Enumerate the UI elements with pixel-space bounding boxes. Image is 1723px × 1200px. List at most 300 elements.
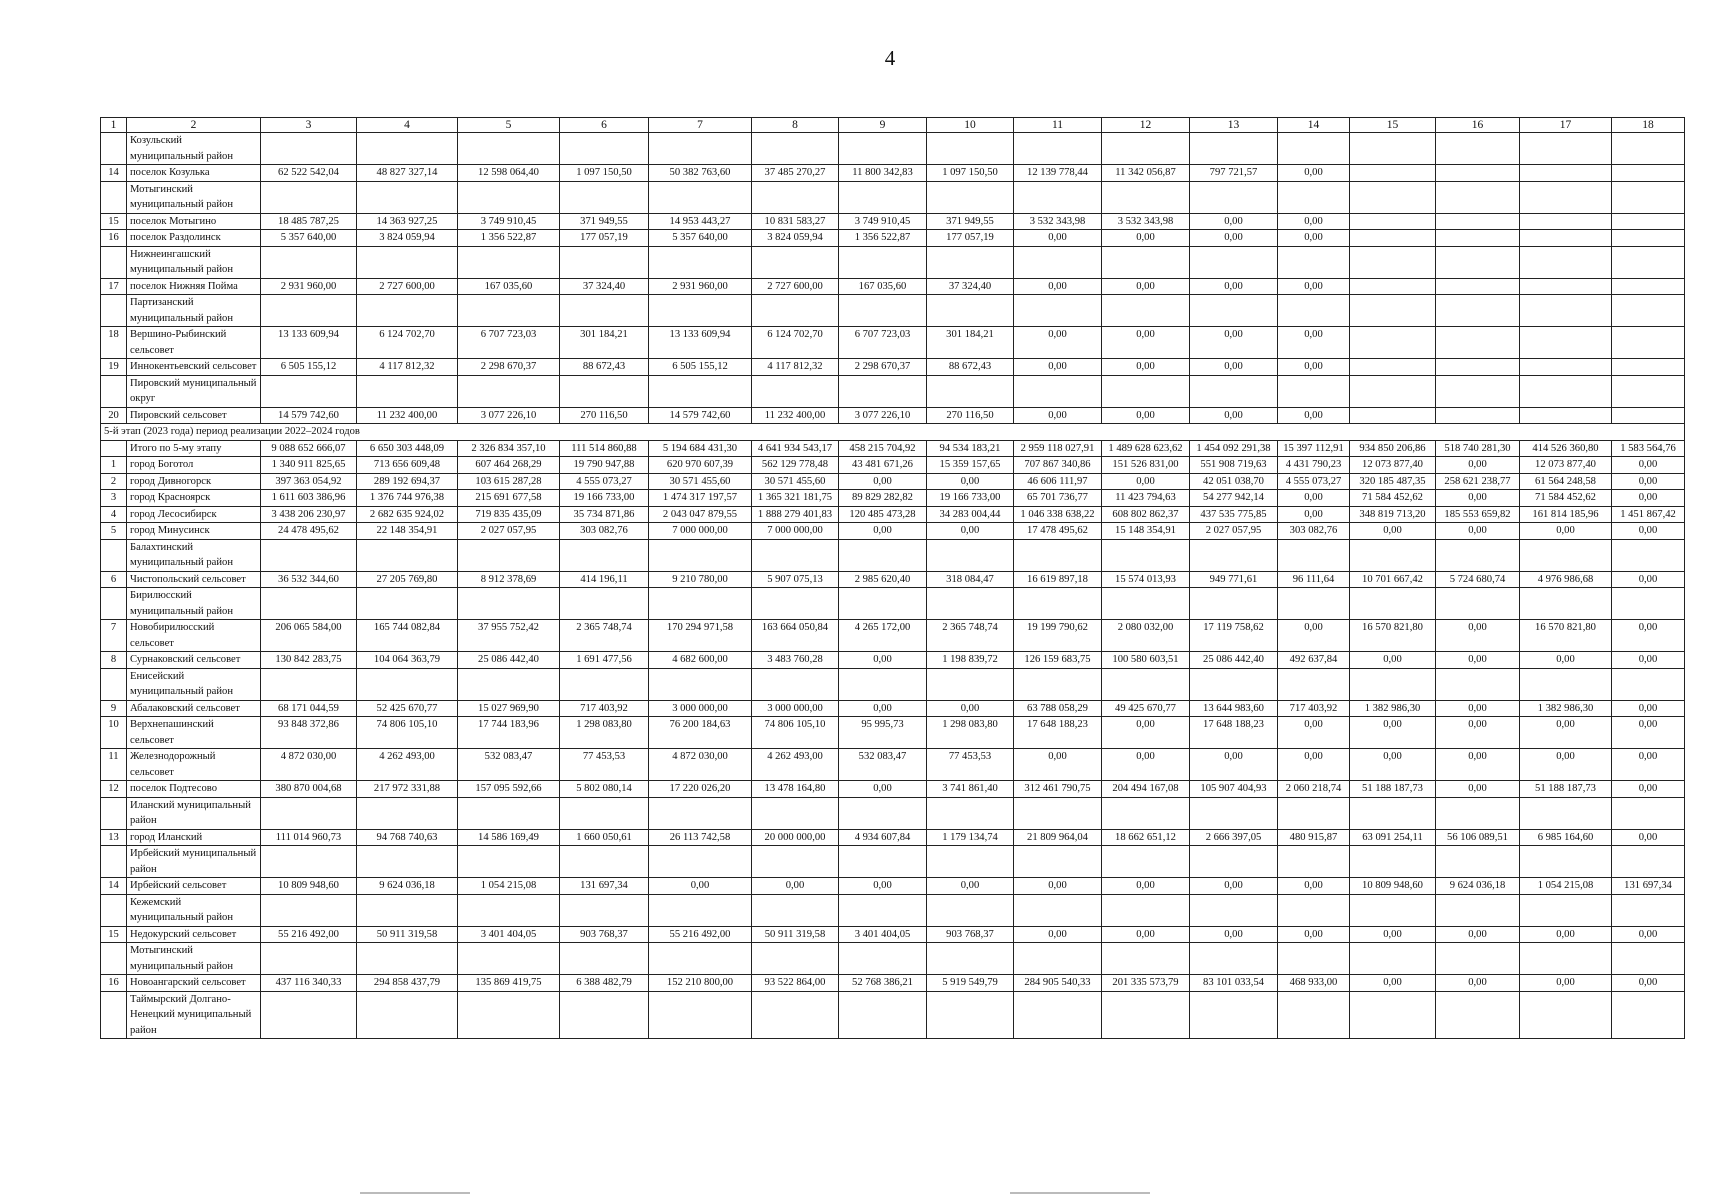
empty-cell (752, 539, 839, 571)
empty-cell (1436, 797, 1520, 829)
amount-cell: 24 478 495,62 (261, 523, 357, 540)
amount-cell: 105 907 404,93 (1190, 781, 1278, 798)
empty-cell (357, 846, 458, 878)
amount-cell: 0,00 (1520, 926, 1612, 943)
table-row (101, 523, 1685, 540)
amount-cell: 3 824 059,94 (752, 230, 839, 247)
amount-cell: 1 888 279 401,83 (752, 506, 839, 523)
settlement-name: Абалаковский сельсовет (127, 700, 261, 717)
amount-cell: 50 911 319,58 (752, 926, 839, 943)
amount-cell: 1 474 317 197,57 (649, 490, 752, 507)
amount-cell: 0,00 (1520, 652, 1612, 669)
amount-cell: 37 324,40 (927, 278, 1014, 295)
amount-cell: 18 485 787,25 (261, 213, 357, 230)
empty-cell (1102, 991, 1190, 1039)
empty-cell (1436, 894, 1520, 926)
empty-cell (1436, 133, 1520, 165)
settlement-name: поселок Козулька (127, 165, 261, 182)
row-index-cell (101, 991, 127, 1039)
settlement-name: город Минусинск (127, 523, 261, 540)
amount-cell: 93 848 372,86 (261, 717, 357, 749)
amount-cell: 0,00 (649, 878, 752, 895)
empty-cell (1350, 133, 1436, 165)
amount-cell: 34 283 004,44 (927, 506, 1014, 523)
settlement-name: Чистопольский сельсовет (127, 571, 261, 588)
amount-cell (1436, 213, 1520, 230)
empty-cell (357, 991, 458, 1039)
amount-cell: 95 995,73 (839, 717, 927, 749)
amount-cell: 532 083,47 (839, 749, 927, 781)
amount-cell: 0,00 (1278, 749, 1350, 781)
empty-cell (357, 375, 458, 407)
amount-cell: 6 124 702,70 (357, 327, 458, 359)
empty-cell (839, 668, 927, 700)
amount-cell: 1 451 867,42 (1612, 506, 1685, 523)
empty-cell (927, 943, 1014, 975)
amount-cell: 0,00 (1350, 523, 1436, 540)
amount-cell: 2 365 748,74 (927, 620, 1014, 652)
amount-cell: 77 453,53 (560, 749, 649, 781)
amount-cell: 4 872 030,00 (649, 749, 752, 781)
amount-cell: 303 082,76 (1278, 523, 1350, 540)
amount-cell: 0,00 (1350, 975, 1436, 992)
empty-cell (752, 991, 839, 1039)
amount-cell (1612, 165, 1685, 182)
empty-cell (927, 246, 1014, 278)
empty-cell (458, 991, 560, 1039)
empty-cell (357, 181, 458, 213)
empty-cell (261, 846, 357, 878)
amount-cell: 51 188 187,73 (1520, 781, 1612, 798)
empty-cell (560, 181, 649, 213)
amount-cell: 50 911 319,58 (357, 926, 458, 943)
empty-cell (261, 539, 357, 571)
district-name: Нижнеингашский муниципальный район (127, 246, 261, 278)
empty-cell (1014, 668, 1102, 700)
amount-cell: 104 064 363,79 (357, 652, 458, 669)
amount-cell: 2 298 670,37 (458, 359, 560, 376)
amount-cell: 0,00 (1278, 230, 1350, 247)
column-header: 9 (839, 118, 927, 133)
table-row (101, 327, 1685, 359)
amount-cell: 397 363 054,92 (261, 473, 357, 490)
district-name: Ирбейский муниципальный район (127, 846, 261, 878)
amount-cell: 19 166 733,00 (560, 490, 649, 507)
amount-cell: 5 194 684 431,30 (649, 440, 752, 457)
amount-cell: 0,00 (1436, 457, 1520, 474)
column-header: 16 (1436, 118, 1520, 133)
amount-cell: 7 000 000,00 (649, 523, 752, 540)
amount-cell: 12 073 877,40 (1350, 457, 1436, 474)
amount-cell: 11 232 400,00 (752, 407, 839, 424)
amount-cell: 15 574 013,93 (1102, 571, 1190, 588)
amount-cell (1612, 278, 1685, 295)
settlement-name: Иннокентьевский сельсовет (127, 359, 261, 376)
settlement-name: город Красноярск (127, 490, 261, 507)
amount-cell: 312 461 790,75 (1014, 781, 1102, 798)
amount-cell (1520, 407, 1612, 424)
row-index-cell (101, 797, 127, 829)
settlement-name: поселок Подтесово (127, 781, 261, 798)
amount-cell (1520, 327, 1612, 359)
empty-cell (1350, 797, 1436, 829)
empty-cell (1520, 133, 1612, 165)
row-index: 10 (101, 717, 127, 749)
empty-cell (1612, 668, 1685, 700)
empty-cell (1014, 943, 1102, 975)
amount-cell: 0,00 (1612, 717, 1685, 749)
empty-cell (1350, 588, 1436, 620)
amount-cell: 608 802 862,37 (1102, 506, 1190, 523)
amount-cell: 9 088 652 666,07 (261, 440, 357, 457)
amount-cell: 14 953 443,27 (649, 213, 752, 230)
amount-cell: 0,00 (839, 523, 927, 540)
amount-cell: 4 872 030,00 (261, 749, 357, 781)
amount-cell: 4 117 812,32 (752, 359, 839, 376)
district-name: Пировский муниципальный округ (127, 375, 261, 407)
empty-cell (1014, 375, 1102, 407)
empty-cell (357, 133, 458, 165)
amount-cell (1612, 327, 1685, 359)
district-group-row (101, 181, 1685, 213)
amount-cell: 4 555 073,27 (560, 473, 649, 490)
amount-cell: 131 697,34 (1612, 878, 1685, 895)
table-row (101, 975, 1685, 992)
table-row (101, 230, 1685, 247)
amount-cell: 0,00 (1102, 926, 1190, 943)
empty-cell (649, 943, 752, 975)
amount-cell: 130 842 283,75 (261, 652, 357, 669)
amount-cell: 68 171 044,59 (261, 700, 357, 717)
row-index: 14 (101, 878, 127, 895)
empty-cell (560, 846, 649, 878)
empty-cell (927, 181, 1014, 213)
empty-cell (1190, 797, 1278, 829)
district-group-row (101, 846, 1685, 878)
settlement-name: Пировский сельсовет (127, 407, 261, 424)
empty-cell (1190, 894, 1278, 926)
empty-cell (649, 539, 752, 571)
amount-cell: 177 057,19 (927, 230, 1014, 247)
amount-cell: 1 097 150,50 (560, 165, 649, 182)
amount-cell: 0,00 (1436, 781, 1520, 798)
amount-cell: 1 454 092 291,38 (1190, 440, 1278, 457)
amount-cell: 27 205 769,80 (357, 571, 458, 588)
amount-cell: 2 931 960,00 (649, 278, 752, 295)
empty-cell (560, 588, 649, 620)
amount-cell (1520, 165, 1612, 182)
amount-cell (1520, 230, 1612, 247)
empty-cell (1014, 588, 1102, 620)
amount-cell: 0,00 (1278, 359, 1350, 376)
district-name: Мотыгинский муниципальный район (127, 943, 261, 975)
amount-cell: 2 959 118 027,91 (1014, 440, 1102, 457)
amount-cell: 562 129 778,48 (752, 457, 839, 474)
district-name: Енисейский муниципальный район (127, 668, 261, 700)
amount-cell: 167 035,60 (839, 278, 927, 295)
amount-cell (1436, 230, 1520, 247)
amount-cell: 1 376 744 976,38 (357, 490, 458, 507)
empty-cell (1436, 943, 1520, 975)
table-row (101, 749, 1685, 781)
empty-cell (1350, 295, 1436, 327)
district-name: Партизанский муниципальный район (127, 295, 261, 327)
table-row (101, 473, 1685, 490)
amount-cell: 717 403,92 (1278, 700, 1350, 717)
amount-cell: 17 648 188,23 (1014, 717, 1102, 749)
amount-cell: 15 359 157,65 (927, 457, 1014, 474)
amount-cell: 19 790 947,88 (560, 457, 649, 474)
amount-cell: 135 869 419,75 (458, 975, 560, 992)
table-row (101, 571, 1685, 588)
empty-cell (927, 133, 1014, 165)
amount-cell: 2 043 047 879,55 (649, 506, 752, 523)
amount-cell: 0,00 (1102, 878, 1190, 895)
amount-cell: 0,00 (927, 700, 1014, 717)
empty-cell (261, 894, 357, 926)
empty-cell (649, 991, 752, 1039)
amount-cell: 74 806 105,10 (752, 717, 839, 749)
amount-cell: 25 086 442,40 (1190, 652, 1278, 669)
empty-cell (261, 295, 357, 327)
amount-cell: 1 356 522,87 (458, 230, 560, 247)
amount-cell: 3 438 206 230,97 (261, 506, 357, 523)
amount-cell: 371 949,55 (927, 213, 1014, 230)
empty-cell (1350, 181, 1436, 213)
amount-cell: 0,00 (1102, 278, 1190, 295)
row-index: 9 (101, 700, 127, 717)
district-name: Козульский муниципальный район (127, 133, 261, 165)
amount-cell: 103 615 287,28 (458, 473, 560, 490)
row-index-cell (101, 246, 127, 278)
amount-cell: 126 159 683,75 (1014, 652, 1102, 669)
amount-cell: 0,00 (1612, 829, 1685, 846)
settlement-name: Новоангарский сельсовет (127, 975, 261, 992)
amount-cell: 16 570 821,80 (1520, 620, 1612, 652)
empty-cell (261, 797, 357, 829)
empty-cell (261, 133, 357, 165)
row-index: 1 (101, 457, 127, 474)
empty-cell (752, 295, 839, 327)
empty-cell (1350, 894, 1436, 926)
amount-cell: 0,00 (839, 652, 927, 669)
amount-cell: 0,00 (1190, 407, 1278, 424)
amount-cell: 14 586 169,49 (458, 829, 560, 846)
table-row (101, 457, 1685, 474)
settlement-name: Верхнепашинский сельсовет (127, 717, 261, 749)
amount-cell: 35 734 871,86 (560, 506, 649, 523)
scan-artifact (1010, 1192, 1150, 1194)
amount-cell: 3 824 059,94 (357, 230, 458, 247)
empty-cell (560, 133, 649, 165)
amount-cell: 0,00 (1612, 620, 1685, 652)
amount-cell: 10 831 583,27 (752, 213, 839, 230)
amount-cell: 0,00 (1102, 717, 1190, 749)
amount-cell: 0,00 (1612, 781, 1685, 798)
amount-cell: 42 051 038,70 (1190, 473, 1278, 490)
empty-cell (261, 588, 357, 620)
amount-cell: 21 809 964,04 (1014, 829, 1102, 846)
row-index-cell (101, 375, 127, 407)
empty-cell (1520, 375, 1612, 407)
district-group-row (101, 246, 1685, 278)
amount-cell: 4 934 607,84 (839, 829, 927, 846)
empty-cell (1014, 539, 1102, 571)
column-header: 11 (1014, 118, 1102, 133)
empty-cell (1278, 588, 1350, 620)
empty-cell (1190, 181, 1278, 213)
amount-cell: 10 809 948,60 (261, 878, 357, 895)
amount-cell: 0,00 (1612, 926, 1685, 943)
amount-cell: 0,00 (1278, 278, 1350, 295)
empty-cell (752, 797, 839, 829)
amount-cell: 3 749 910,45 (839, 213, 927, 230)
amount-cell: 0,00 (1612, 457, 1685, 474)
empty-cell (560, 295, 649, 327)
amount-cell: 89 829 282,82 (839, 490, 927, 507)
amount-cell: 414 196,11 (560, 571, 649, 588)
amount-cell: 161 814 185,96 (1520, 506, 1612, 523)
empty-cell (839, 181, 927, 213)
empty-cell (1436, 295, 1520, 327)
amount-cell: 713 656 609,48 (357, 457, 458, 474)
row-index: 8 (101, 652, 127, 669)
amount-cell: 88 672,43 (927, 359, 1014, 376)
settlement-name: Железнодорожный сельсовет (127, 749, 261, 781)
empty-cell (927, 375, 1014, 407)
empty-cell (357, 588, 458, 620)
empty-cell (357, 797, 458, 829)
district-group-row (101, 375, 1685, 407)
empty-cell (458, 539, 560, 571)
amount-cell: 9 210 780,00 (649, 571, 752, 588)
empty-cell (839, 991, 927, 1039)
amount-cell: 2 080 032,00 (1102, 620, 1190, 652)
settlement-name: город Дивногорск (127, 473, 261, 490)
amount-cell: 620 970 607,39 (649, 457, 752, 474)
empty-cell (458, 668, 560, 700)
amount-cell: 62 522 542,04 (261, 165, 357, 182)
amount-cell: 4 117 812,32 (357, 359, 458, 376)
empty-cell (458, 943, 560, 975)
amount-cell: 2 666 397,05 (1190, 829, 1278, 846)
amount-cell: 0,00 (839, 700, 927, 717)
empty-cell (1436, 588, 1520, 620)
amount-cell: 16 619 897,18 (1014, 571, 1102, 588)
empty-cell (1278, 375, 1350, 407)
row-index-cell (101, 894, 127, 926)
empty-cell (1350, 539, 1436, 571)
amount-cell: 167 035,60 (458, 278, 560, 295)
empty-cell (1612, 588, 1685, 620)
settlement-name: поселок Нижняя Пойма (127, 278, 261, 295)
amount-cell: 0,00 (1520, 717, 1612, 749)
amount-cell: 50 382 763,60 (649, 165, 752, 182)
empty-cell (927, 991, 1014, 1039)
amount-cell: 6 650 303 448,09 (357, 440, 458, 457)
amount-cell: 0,00 (1436, 490, 1520, 507)
amount-cell (1520, 213, 1612, 230)
empty-cell (1102, 588, 1190, 620)
amount-cell: 0,00 (1436, 523, 1520, 540)
empty-cell (839, 539, 927, 571)
amount-cell: 0,00 (1350, 926, 1436, 943)
amount-cell: 0,00 (1190, 926, 1278, 943)
empty-cell (1278, 943, 1350, 975)
empty-cell (1014, 797, 1102, 829)
amount-cell: 0,00 (1102, 749, 1190, 781)
amount-cell: 1 198 839,72 (927, 652, 1014, 669)
empty-cell (1612, 991, 1685, 1039)
amount-cell: 2 985 620,40 (839, 571, 927, 588)
empty-cell (357, 894, 458, 926)
empty-cell (1102, 668, 1190, 700)
amount-cell: 20 000 000,00 (752, 829, 839, 846)
district-group-row (101, 797, 1685, 829)
amount-cell: 371 949,55 (560, 213, 649, 230)
amount-cell: 380 870 004,68 (261, 781, 357, 798)
amount-cell: 414 526 360,80 (1520, 440, 1612, 457)
amount-cell (1612, 407, 1685, 424)
row-index: 15 (101, 213, 127, 230)
row-index: 7 (101, 620, 127, 652)
amount-cell (1520, 278, 1612, 295)
amount-cell: 270 116,50 (560, 407, 649, 424)
column-header: 17 (1520, 118, 1612, 133)
empty-cell (1350, 991, 1436, 1039)
empty-cell (1520, 539, 1612, 571)
amount-cell: 3 077 226,10 (458, 407, 560, 424)
amount-cell: 0,00 (1350, 717, 1436, 749)
amount-cell: 0,00 (1278, 407, 1350, 424)
amount-cell: 55 216 492,00 (261, 926, 357, 943)
empty-cell (927, 668, 1014, 700)
amount-cell: 3 000 000,00 (752, 700, 839, 717)
table-row (101, 359, 1685, 376)
empty-cell (1612, 133, 1685, 165)
amount-cell: 2 682 635 924,02 (357, 506, 458, 523)
amount-cell: 13 644 983,60 (1190, 700, 1278, 717)
amount-cell: 17 744 183,96 (458, 717, 560, 749)
amount-cell: 71 584 452,62 (1520, 490, 1612, 507)
amount-cell: 157 095 592,66 (458, 781, 560, 798)
amount-cell: 6 985 164,60 (1520, 829, 1612, 846)
amount-cell: 0,00 (1436, 620, 1520, 652)
amount-cell: 46 606 111,97 (1014, 473, 1102, 490)
row-index-cell (101, 133, 127, 165)
amount-cell: 30 571 455,60 (649, 473, 752, 490)
empty-cell (839, 133, 927, 165)
amount-cell: 1 179 134,74 (927, 829, 1014, 846)
empty-cell (1520, 246, 1612, 278)
amount-cell: 30 571 455,60 (752, 473, 839, 490)
amount-cell: 61 564 248,58 (1520, 473, 1612, 490)
empty-cell (357, 246, 458, 278)
amount-cell: 480 915,87 (1278, 829, 1350, 846)
amount-cell: 1 365 321 181,75 (752, 490, 839, 507)
empty-cell (1190, 375, 1278, 407)
amount-cell: 0,00 (1014, 230, 1102, 247)
column-header: 8 (752, 118, 839, 133)
amount-cell: 177 057,19 (560, 230, 649, 247)
amount-cell: 48 827 327,14 (357, 165, 458, 182)
empty-cell (458, 133, 560, 165)
amount-cell: 0,00 (1612, 473, 1685, 490)
empty-cell (1278, 668, 1350, 700)
amount-cell: 0,00 (1278, 926, 1350, 943)
empty-cell (649, 295, 752, 327)
column-header: 1 (101, 118, 127, 133)
